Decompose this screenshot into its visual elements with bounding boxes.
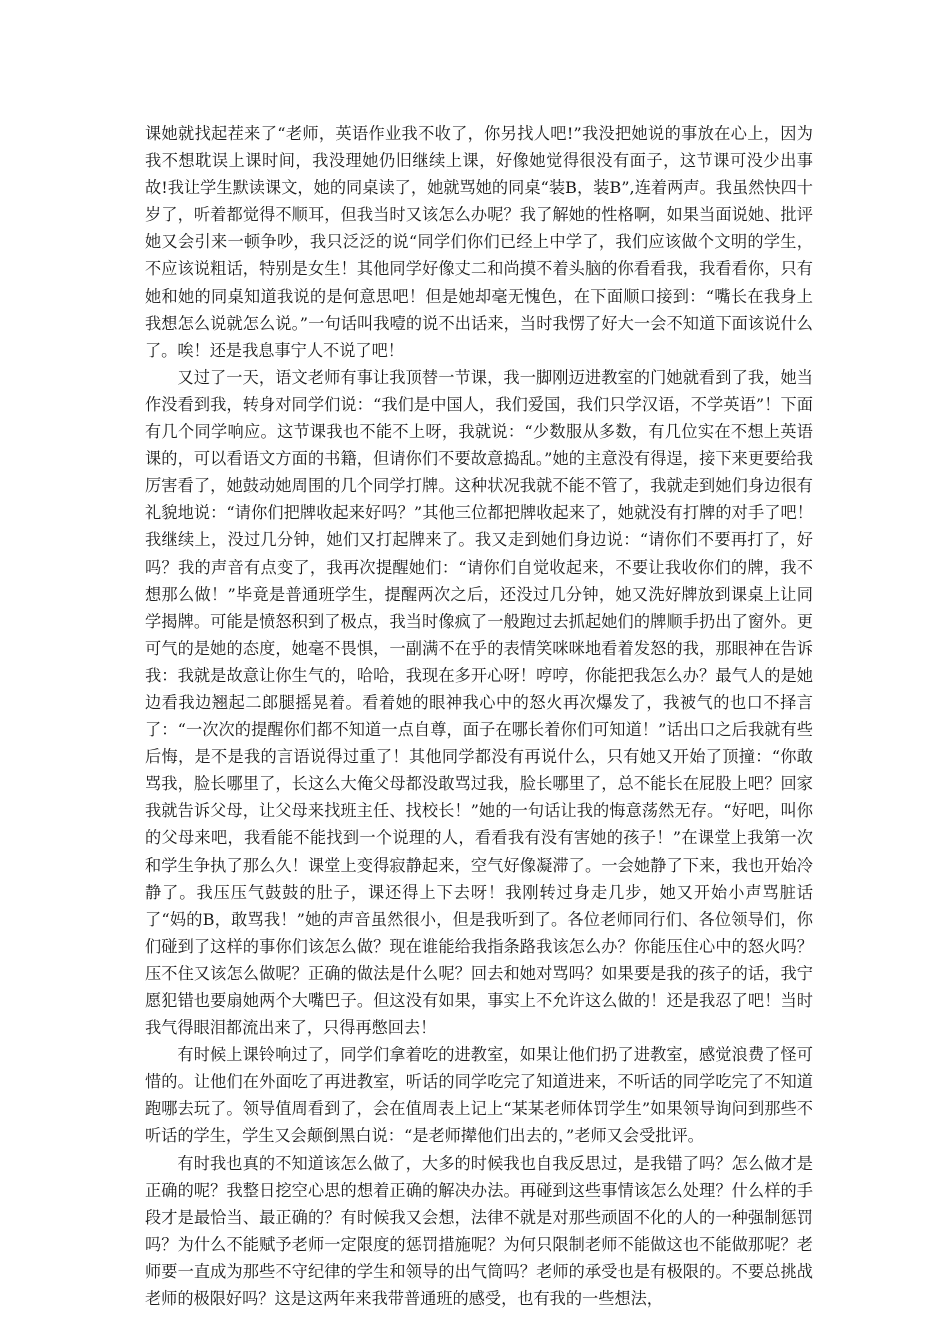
paragraph-2: 又过了一天，语文老师有事让我顶替一节课，我一脚刚迈进教室的门她就看到了我，她当作没看到我，转身对同学们说：“我们是中国人，我们爱国，我们只学汉语，不学英语”！下面有几个同学响应。这节课我也不能不上呀，我就说：“少数服从多数，有几位实在不想上英语课的，可以看语文方面的书籍，但请你们不要故意捣乱。”她的主意没有得逞，接下来更要给我厉害看了，她鼓动她周围的几个同学打牌。这种状况我就不能不管了，我就走到她们身边很有礼貌地说：“请你们把牌收起来好吗？”其他三位都把牌收起来了，她就没有打牌的对手了吧！我继续上，没过几分钟，她们又打起牌来了。我又走到她们身边说：“请你们不要再打了，好吗？我的声音有点变了，我再次提醒她们：“请你们自觉收起来，不要让我收你们的牌，我不想那么做！”毕竟是普通班学生，提醒两次之后，还没过几分钟，她又洗好牌放到课桌上让同学揭牌。可能是愤怒积到了极点，我当时像疯了一般跑过去抓起她们的牌顺手扔出了窗外。更可气的是她的态度，她毫不畏惧，一副满不在乎的表情笑咪咪地看着发怒的我，那眼神在告诉我：我就是故意让你生气的，哈哈，我现在多开心呀！哼哼，你能把我怎么办？最气人的是她边看我边翘起二郎腿摇晃着。看着她的眼神我心中的怒火再次爆发了，我被气的也口不择言了：“一次次的提醒你们都不知道一点自尊，面子在哪长着你们可知道！”话出口之后我就有些后悔，是不是我的言语说得过重了！其他同学都没有再说什么，只有她又开始了顶撞：“你敢骂我，脸长哪里了，长这么大俺父母都没敢骂过我，脸长哪里了，总不能长在屁股上吧？回家我就告诉父母，让父母来找班主任、找校长！”她的一句话让我的悔意荡然无存。“好吧，叫你的父母来吧，我看能不能找到一个说理的人，看看我有没有害她的孩子！”在课堂上我第一次和学生争执了那么久！课堂上变得寂静起来，空气好像凝滞了。一会她静了下来，我也开始冷静了。我压压气鼓鼓的肚子，课还得上下去呀！我刚转过身走几步，她又开始小声骂脏话了“妈的B，敢骂我！”她的声音虽然很小，但是我听到了。各位老师同行们、各位领导们，你们碰到了这样的事你们该怎么做？现在谁能给我指条路我该怎么办？你能压住心中的怒火吗？压不住又该怎么做呢？正确的做法是什么呢？回去和她对骂吗？如果要是我的孩子的话，我宁愿犯错也要扇她两个大嘴巴子。但这没有如果，事实上不允许这么做的！还是我忍了吧！当时我气得眼泪都流出来了，只得再憋回去！ xyxy=(145,367,813,1038)
document-page xyxy=(145,120,813,1312)
paragraph-3: 有时候上课铃响过了，同学们拿着吃的进教室，如果让他们扔了进教室，感觉浪费了怪可惜的。让他们在外面吃了再进教室，听话的同学吃完了知道进来，不听话的同学吃完了不知道跑哪去玩了。领导值周看到了，会在值周表上记上“某某老师体罚学生”如果领导询问到那些不听话的学生，学生又会颠倒黑白说：“是老师撵他们出去的，”老师又会受批评。 xyxy=(145,1045,813,1146)
paragraph-1: 课她就找起茬来了“老师，英语作业我不收了，你另找人吧!”我没把她说的事放在心上，因为我不想耽误上课时间，我没理她仍旧继续上课，好像她觉得很没有面子，这节课可没少出事故!我让学生默读课文，她的同桌读了，她就骂她的同桌“装B，装B”,连着两声。我虽然快四十岁了，听着都觉得不顺耳，但我当时又该怎么办呢？我了解她的性格啊，如果当面说她、批评她又会引来一顿争吵，我只泛泛的说“同学们你们已经上中学了，我们应该做个文明的学生，不应该说粗话，特别是女生！其他同学好像丈二和尚摸不着头脑的你看看我，我看看你，只有她和她的同桌知道我说的是何意思吧！但是她却毫无愧色，在下面顺口接到：“嘴长在我身上我想怎么说就怎么说。”一句话叫我噎的说不出话来，当时我愣了好大一会不知道下面该说什么了。唉！还是我息事宁人不说了吧！ xyxy=(145,124,813,360)
paragraph-4: 有时我也真的不知道该怎么做了，大多的时候我也自我反思过，是我错了吗？怎么做才是正确的呢？我整日挖空心思的想着正确的解决办法。再碰到这些事情该怎么处理？什么样的手段才是最恰当、最正确的？有时候我又会想，法律不就是对那些顽固不化的人的一种强制惩罚吗？为什么不能赋予老师一定限度的惩罚措施呢？为何只限制老师不能做这也不能做那呢？老师要一直成为那些不守纪律的学生和领导的出气筒吗？老师的承受也是有极限的。不要总挑战老师的极限好吗？这是这两年来我带普通班的感受，也有我的一些想法， xyxy=(145,1153,813,1309)
